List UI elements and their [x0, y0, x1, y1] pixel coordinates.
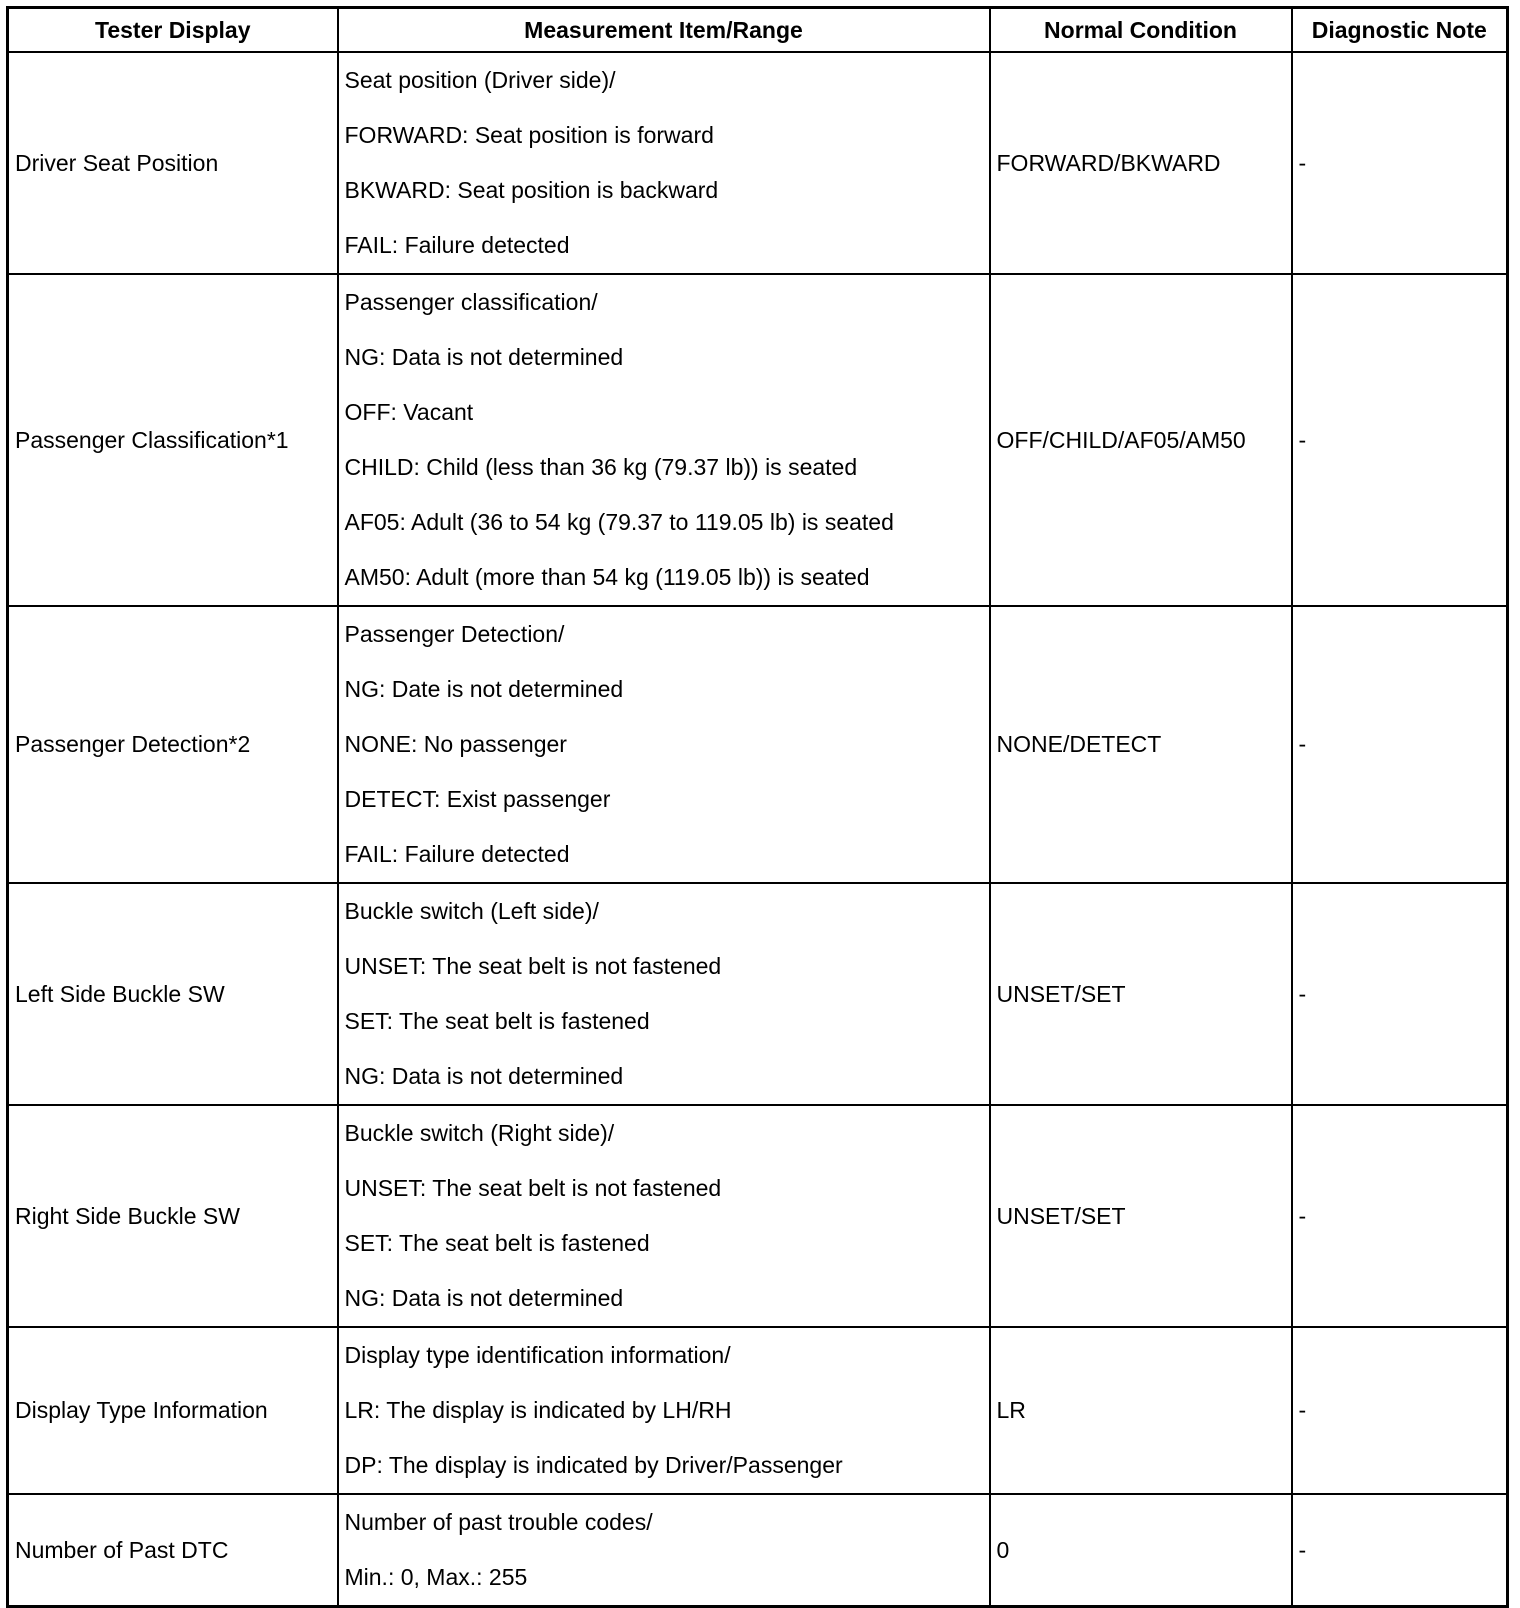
diagnostic-note-cell: - — [1292, 883, 1508, 1105]
header-diagnostic-note: Diagnostic Note — [1292, 8, 1508, 53]
range-line: Buckle switch (Right side)/ — [344, 1120, 615, 1146]
range-line: FAIL: Failure detected — [344, 232, 570, 258]
normal-condition-cell: UNSET/SET — [990, 1105, 1292, 1327]
range-line: FORWARD: Seat position is forward — [344, 122, 714, 148]
diagnostic-note-cell: - — [1292, 606, 1508, 883]
range-line: AF05: Adult (36 to 54 kg (79.37 to 119.05 lb) is seated — [344, 509, 894, 535]
tester-display-cell: Passenger Classification*1 — [8, 274, 338, 606]
range-line: NG: Data is not determined — [344, 344, 624, 370]
range-line: UNSET: The seat belt is not fastened — [344, 1175, 722, 1201]
normal-condition-cell: FORWARD/BKWARD — [990, 52, 1292, 274]
range-line: Min.: 0, Max.: 255 — [344, 1564, 528, 1590]
normal-condition-cell: 0 — [990, 1494, 1292, 1607]
tester-display-cell: Driver Seat Position — [8, 52, 338, 274]
range-line: SET: The seat belt is fastened — [344, 1230, 650, 1256]
range-line: LR: The display is indicated by LH/RH — [344, 1397, 732, 1423]
diagnostic-note-cell: - — [1292, 1105, 1508, 1327]
tester-display-cell: Right Side Buckle SW — [8, 1105, 338, 1327]
table-row — [8, 606, 1508, 883]
range-line: NG: Data is not determined — [344, 1285, 624, 1311]
range-line: NONE: No passenger — [344, 731, 567, 757]
diagnostic-note-cell: - — [1292, 1494, 1508, 1607]
range-cell — [338, 1494, 990, 1607]
normal-condition-cell: UNSET/SET — [990, 883, 1292, 1105]
tester-display-cell: Left Side Buckle SW — [8, 883, 338, 1105]
range-line: FAIL: Failure detected — [344, 841, 570, 867]
header-measurement-item-range: Measurement Item/Range — [338, 8, 990, 53]
range-line: AM50: Adult (more than 54 kg (119.05 lb)) is seated — [344, 564, 870, 590]
diagnostic-note-cell: - — [1292, 1327, 1508, 1494]
range-line: Display type identification information/ — [344, 1342, 731, 1368]
range-line: NG: Data is not determined — [344, 1063, 624, 1089]
normal-condition-cell: OFF/CHILD/AF05/AM50 — [990, 274, 1292, 606]
range-line: BKWARD: Seat position is backward — [344, 177, 719, 203]
tester-display-cell: Number of Past DTC — [8, 1494, 338, 1607]
normal-condition-cell: LR — [990, 1327, 1292, 1494]
diagnostic-note-cell: - — [1292, 274, 1508, 606]
header-tester-display: Tester Display — [8, 8, 338, 53]
range-line: DETECT: Exist passenger — [344, 786, 611, 812]
table-row — [8, 274, 1508, 606]
table-row — [8, 883, 1508, 1105]
normal-condition-cell: NONE/DETECT — [990, 606, 1292, 883]
range-line: SET: The seat belt is fastened — [344, 1008, 650, 1034]
table-row — [8, 1494, 1508, 1607]
range-line: OFF: Vacant — [344, 399, 474, 425]
range-line: NG: Date is not determined — [344, 676, 624, 702]
tester-display-cell: Display Type Information — [8, 1327, 338, 1494]
range-cell — [338, 52, 990, 274]
range-line: Passenger Detection/ — [344, 621, 565, 647]
header-row — [8, 8, 1508, 53]
data-list-table — [6, 6, 1509, 1608]
range-line: Passenger classification/ — [344, 289, 598, 315]
range-line: UNSET: The seat belt is not fastened — [344, 953, 722, 979]
table-row — [8, 1105, 1508, 1327]
range-cell — [338, 274, 990, 606]
range-line: Buckle switch (Left side)/ — [344, 898, 599, 924]
table-row — [8, 52, 1508, 274]
range-line: Seat position (Driver side)/ — [344, 67, 616, 93]
range-cell — [338, 1105, 990, 1327]
table-row — [8, 1327, 1508, 1494]
range-cell — [338, 883, 990, 1105]
tester-display-cell: Passenger Detection*2 — [8, 606, 338, 883]
range-line: CHILD: Child (less than 36 kg (79.37 lb)) is seated — [344, 454, 858, 480]
range-line: Number of past trouble codes/ — [344, 1509, 653, 1535]
diagnostic-note-cell: - — [1292, 52, 1508, 274]
header-normal-condition: Normal Condition — [990, 8, 1292, 53]
range-line: DP: The display is indicated by Driver/Passenger — [344, 1452, 843, 1478]
range-cell — [338, 1327, 990, 1494]
range-cell — [338, 606, 990, 883]
